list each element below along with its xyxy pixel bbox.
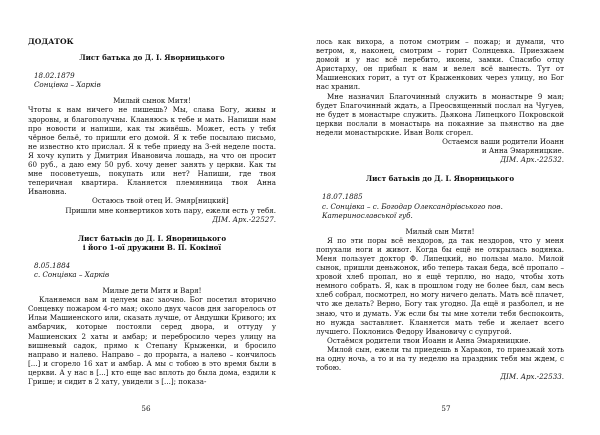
letter-signature: Остаемся ваши родители Иоанн [442, 137, 564, 147]
archive-reference: ДІМ. Арх.-22527. [212, 214, 276, 224]
archive-reference: ДІМ. Арх.-22532. [500, 155, 564, 165]
document-title-line2: і його 1-ої дружини В. П. Кокіної [82, 242, 222, 252]
letter-postscript: Пришли мне конвертиков хоть пару, ежели есть у тебя. [65, 205, 276, 215]
left-page [0, 0, 292, 435]
document-date: 8.05.1884 [34, 260, 71, 270]
document-title: Лист батьків до Д. І. Яворницького [365, 174, 515, 184]
document-place: Сонцівка – Харків [34, 80, 101, 90]
section-title: ДОДАТОК [28, 37, 74, 46]
archive-reference: ДІМ. Арх.-22533. [500, 372, 564, 382]
page-number: 56 [141, 403, 151, 413]
document-place: с. Сонцівка – с. Богодар Олександрівського пов. [322, 201, 503, 211]
right-page [300, 0, 592, 435]
letter-body-continued: лось как вихора, а потом смотрим – пожар; и думали, что ветром, я, наконец, смотрим – горит Солнцевка. Приезжаем домой и у нас всё перебито, иконы, замки. Спасибо отцу Аристарху, он прибыл к нам и велел всё вынесть. Тут от Машиенских горит, а тут от Крыженкових через улицу, но Бог нас хранил. [316, 37, 564, 92]
letter-body: Я по эти поры всё нездоров, да так нездоров, что у меня попухали ноги и живот. Когда бы ещё не открылась водянка. Меня пользует доктор Ф. Липецкий, но пользы мало. Милой сынок, пришли деньжонок, ибо теперь такая беда, всё пропало – хровой хлеб пропал, но я ещё терплю, но надо, чтобы хоть немного собрать. Я, как в прошлом году не более был, сам весь хлеб собрал, посмотрел, но могу ничего делать. Мать всё плачет, что же делать? Верно, Богу так угодно. Да ещё я разболел, и не знаю, что и думать. Уж если бы ты мне хотели тебя беспокоить, но нужда заставляет. Кланяется мать тебе и желает всего лучшего. Поклонись Федору Ивановичу с супругой. [316, 235, 564, 336]
letter-signature-line2: и Анна Эмаряницкие. [481, 146, 564, 156]
letter-postscript: Милой сын, ежели ты приедешь в Харьков, то приезжай хоть на одну ночь, а то и на ту неделю на праздник тебя мы ждем, с тобою. [316, 344, 564, 373]
letter-body: Кланяемся вам и целуем вас заочно. Бог посетил вторично Сонцевку пожаром 4-го мая; около двух часов дня загорелось от Ильи Машиенского или, сказать лучше, от Андушки Кривого; их амбарчик, которые постояли серед двора, и оттуду у Машиенских 2 хаты и амбар; и перебросило через улицу на вишневый садок, прямо к Степану Крыженки, и бросило направо и налево. Направо – до прорыта, а налево – кончилось [...] и сгорело 16 хат и амбар. А мы с тобою в это время были в церкви. А у нас в [...] кто еще вас вплоть до была дома, ездили к Грише; и сидит в 2 хату, увидели з [...]; показа- [28, 295, 276, 386]
letter-body-paragraph: Мне назначил Благочинный служить в монастыре 9 мая; будет Благочинный ждать, а Преосвященный послал на Чугуев, не будет в монастыре служить. Дьякона Липецкого Покровской церкви послали в монастырь на покаяние за пьянство на две недели монастырские. Иван Волк сгорел. [316, 91, 564, 137]
document-title: Лист батька до Д. І. Яворницького [79, 53, 225, 63]
document-title: Лист батьків до Д. І. Яворницького [77, 233, 227, 243]
letter-signature: Остаюсь твой отец И. Эмяр[ницкий] [92, 196, 229, 206]
letter-greeting: Милый сынок Митя! [113, 96, 191, 106]
letter-signature: Остаёмся родители твои Иоанн и Анна Эмаряницкие. [327, 335, 531, 345]
page-number: 57 [441, 403, 451, 413]
document-place-line2: Катеринославської губ. [322, 210, 413, 220]
document-place: с. Сонцівка – Харків [34, 269, 110, 279]
letter-greeting: Милый сын Митя! [405, 226, 475, 236]
document-date: 18.07.1885 [322, 192, 363, 202]
letter-greeting: Милые дети Митя и Варя! [102, 286, 202, 296]
document-date: 18.02.1879 [34, 71, 75, 81]
letter-body: Чтоты к нам ничего не пишешь? Мы, слава Богу, живы и здоровы, и благополучны. Кланяюсь к тебе и мать. Напиши нам про новости и напиши, как ты живёшь. Может, есть у тебя чёрное бельё, то пришли его домой. Я к тебе посылаю письмо, не известно кто прислал. Я к тебе приеду на 3-ей неделе поста. Я хочу купить у Дмитрия Ивановича лошадь, на что он просит 60 руб., а даю ему 50 руб. хочу денег занять у церкви. Как ты мне посоветуешь, покупать или нет? Напиши, где твоя теперичная квартира. Кланяется племянница твоя Анна Ивановна. [28, 105, 276, 197]
